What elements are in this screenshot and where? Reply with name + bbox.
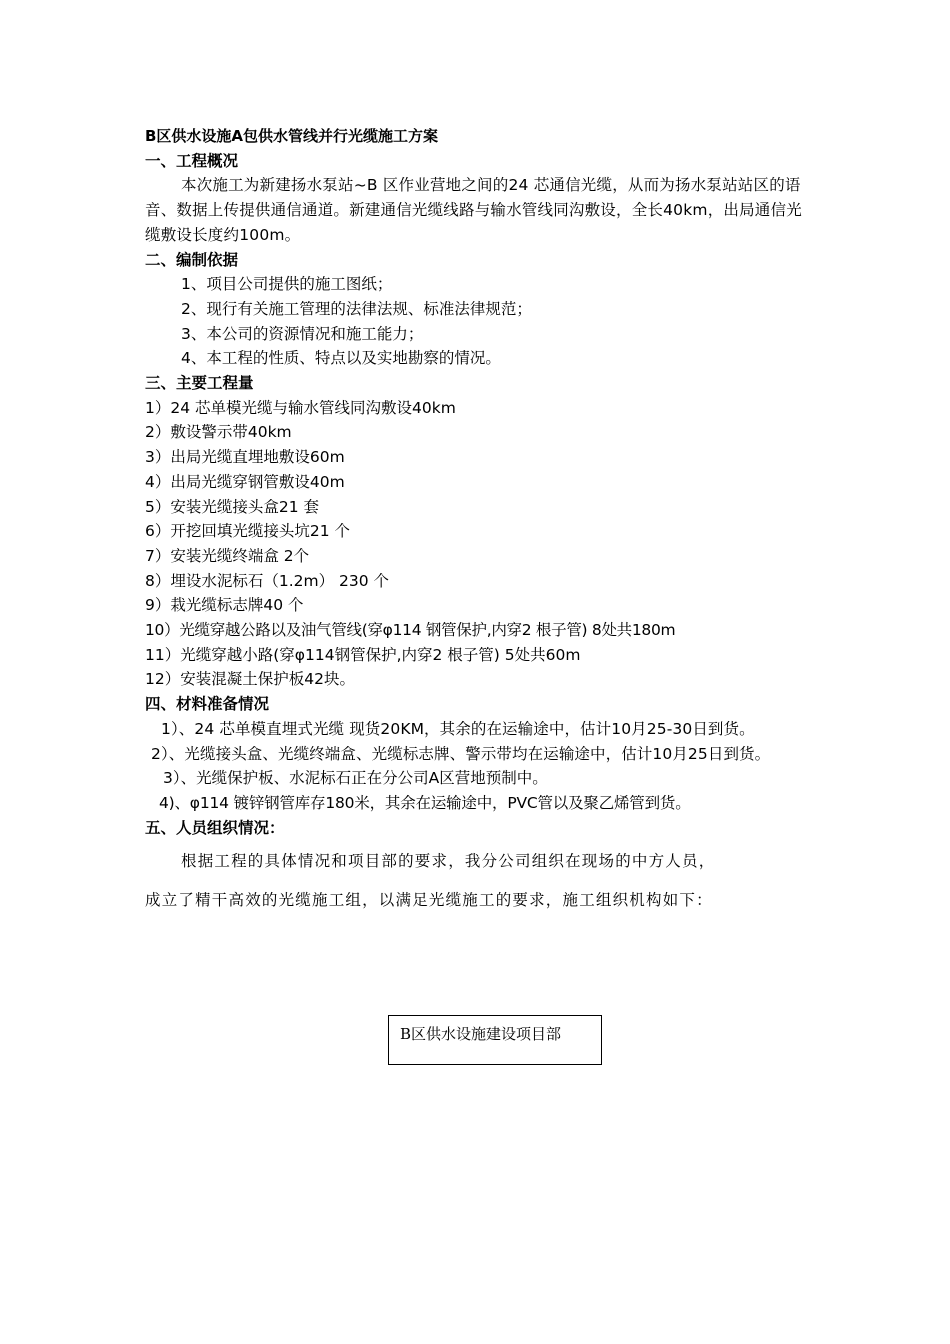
basis-item: 2、现行有关施工管理的法律法规、标准法律规范；	[181, 299, 532, 318]
section-heading-quantities: 三、主要工程量	[145, 374, 254, 393]
quantity-item: 12）安装混凝土保护板42块。	[145, 670, 355, 689]
material-item: 1）、24 芯单模直埋式光缆 现货20KM，其余的在运输途中，估计10月25-30日到货。	[161, 719, 755, 738]
material-item: 2）、光缆接头盒、光缆终端盒、光缆标志牌、警示带均在运输途中，估计10月25日到货。	[151, 744, 771, 763]
basis-item: 3、本公司的资源情况和施工能力；	[181, 324, 424, 343]
quantity-item: 10）光缆穿越公路以及油气管线(穿φ114 钢管保护,内穿2 根子管) 8处共180m	[145, 621, 676, 640]
section-heading-overview: 一、工程概况	[145, 151, 239, 170]
quantity-item: 4）出局光缆穿钢管敷设40m	[145, 472, 345, 491]
quantity-item: 1）24 芯单模光缆与输水管线同沟敷设40km	[145, 398, 456, 417]
staffing-paragraph-line: 根据工程的具体情况和项目部的要求，我分公司组织在现场的中方人员，	[181, 852, 716, 871]
document-title: B区供水设施A包供水管线并行光缆施工方案	[145, 127, 439, 145]
material-item: 3）、光缆保护板、水泥标石正在分公司A区营地预制中。	[163, 769, 548, 788]
basis-item: 1、项目公司提供的施工图纸；	[181, 275, 393, 294]
staffing-paragraph-line: 成立了精干高效的光缆施工组，以满足光缆施工的要求，施工组织机构如下：	[145, 891, 713, 910]
basis-item: 4、本工程的性质、特点以及实地勘察的情况。	[181, 349, 501, 368]
quantity-item: 7）安装光缆终端盒 2个	[145, 546, 310, 565]
quantity-item: 5）安装光缆接头盒21 套	[145, 497, 320, 516]
quantity-item: 3）出局光缆直埋地敷设60m	[145, 448, 345, 467]
section-heading-staffing: 五、人员组织情况：	[145, 818, 285, 837]
org-chart-top-box: B区供水设施建设项目部	[388, 1015, 602, 1065]
quantity-item: 6）开挖回填光缆接头坑21 个	[145, 522, 351, 541]
material-item: 4)、φ114 镀锌钢管库存180米，其余在运输途中，PVC管以及聚乙烯管到货。	[159, 793, 691, 812]
quantity-item: 9）栽光缆标志牌40 个	[145, 596, 304, 615]
overview-paragraph: 本次施工为新建扬水泵站~B 区作业营地之间的24 芯通信光缆，从而为扬水泵站站区的语音、数据上传提供通信通道。新建通信光缆线路与输水管线同沟敷设，全长40km，出局通信光缆敷设长度约100m。	[145, 176, 802, 244]
section-heading-basis: 二、编制依据	[145, 250, 239, 269]
section-heading-materials: 四、材料准备情况	[145, 695, 270, 714]
quantity-item: 11）光缆穿越小路(穿φ114钢管保护,内穿2 根子管) 5处共60m	[145, 645, 581, 664]
quantity-item: 2）敷设警示带40km	[145, 423, 292, 442]
document-page	[145, 124, 810, 914]
quantity-item: 8）埋设水泥标石（1.2m） 230 个	[145, 571, 390, 590]
